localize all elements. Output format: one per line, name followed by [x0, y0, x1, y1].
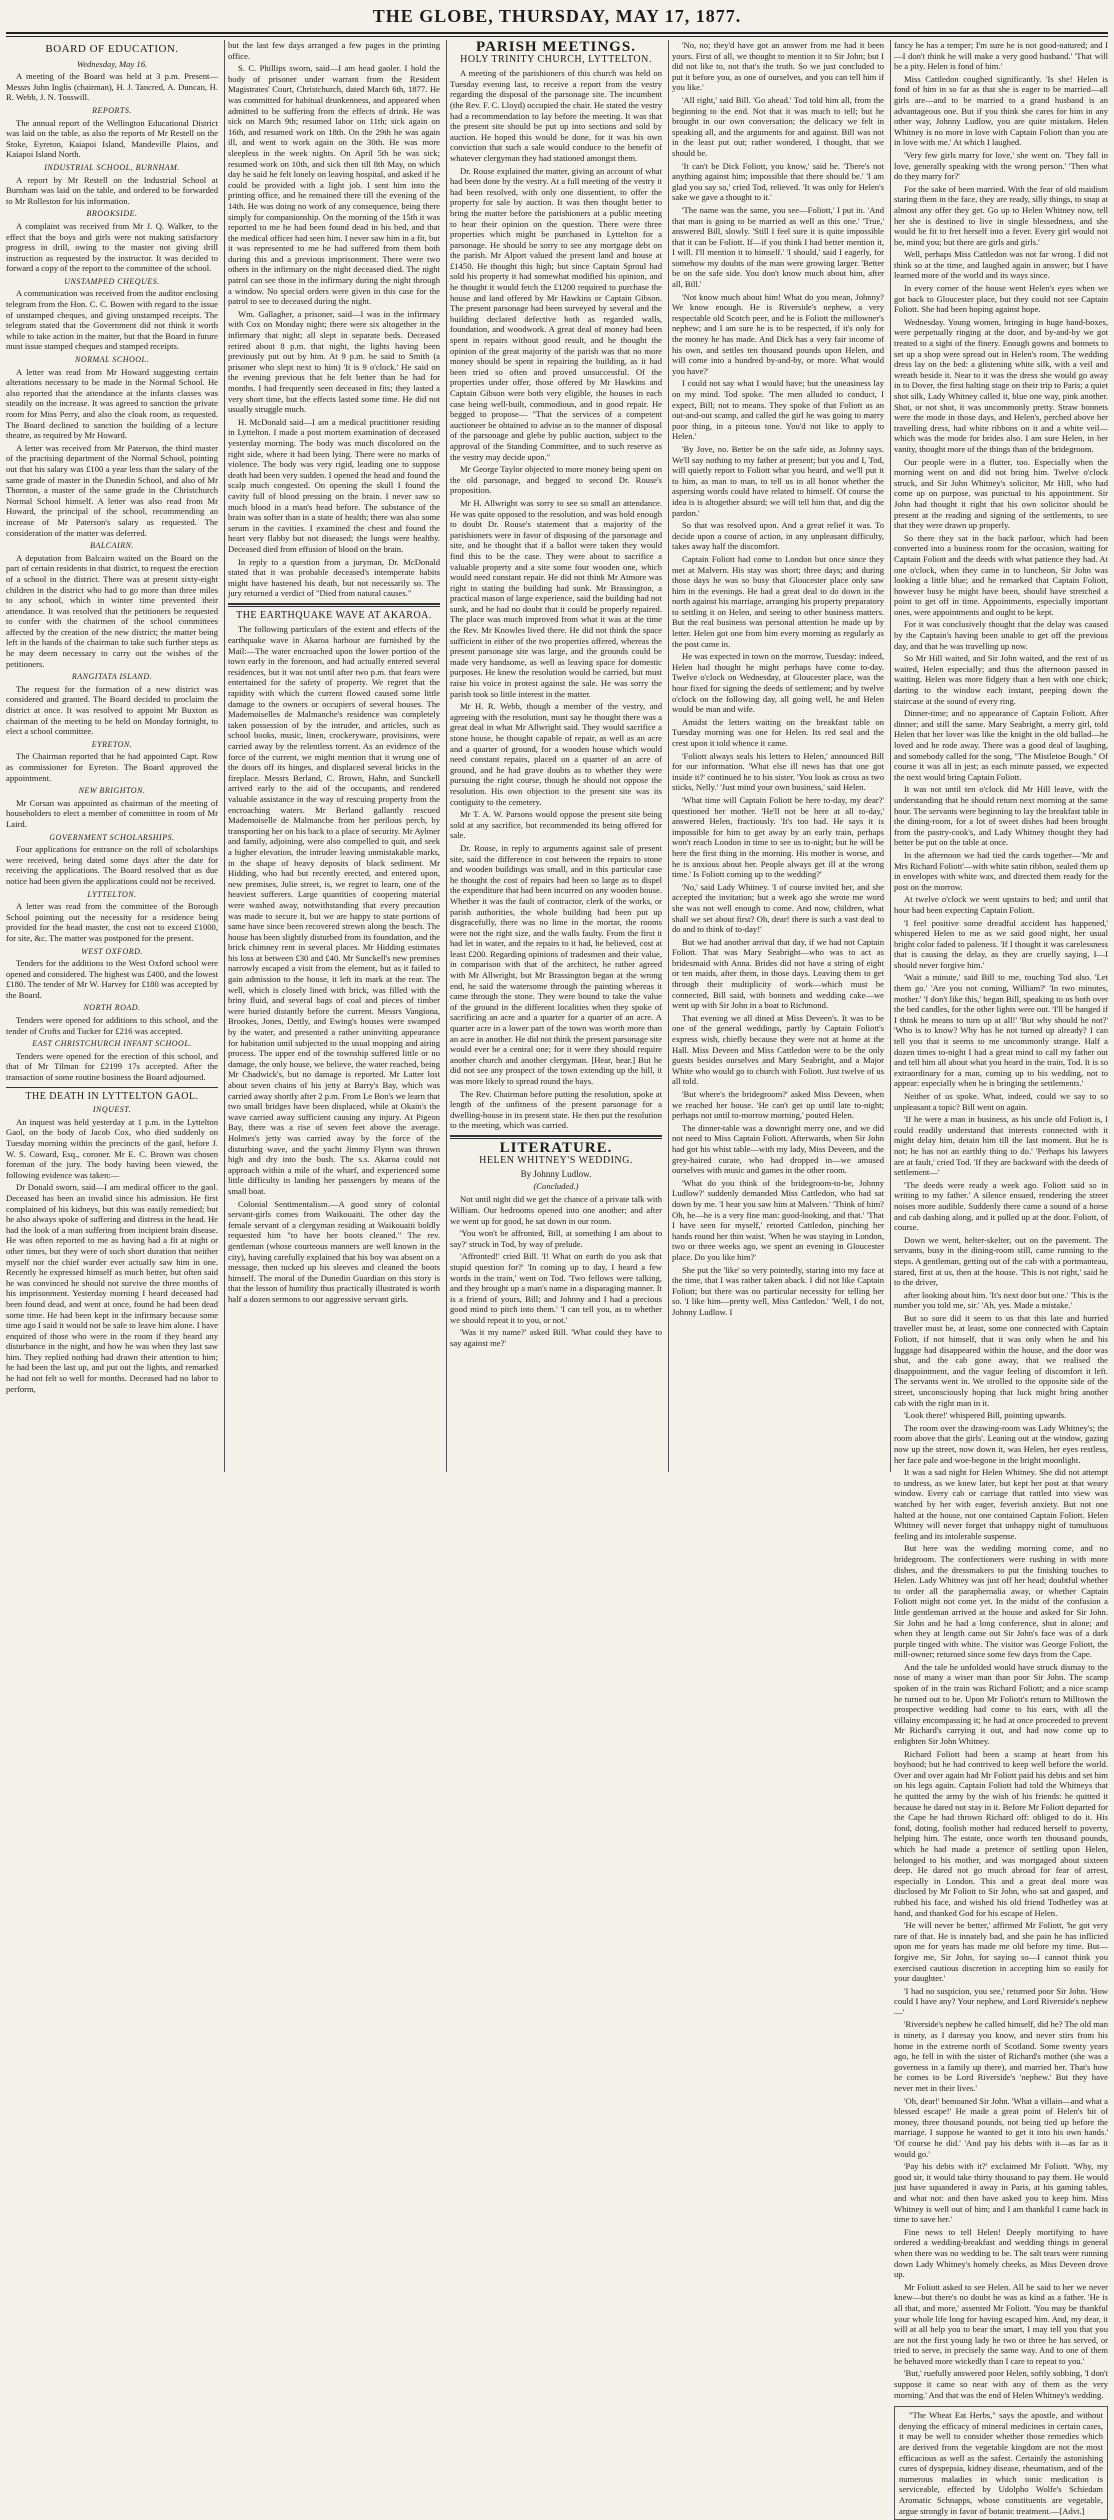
subheading: RANGITATA ISLAND.	[71, 672, 153, 682]
paragraph: Mr T. A. W. Parsons would oppose the present site being sold at any sacrifice, but recommended its being offered for sale.	[450, 809, 662, 841]
subheading: NORMAL SCHOOL.	[75, 355, 149, 365]
paragraph: 'By Jove, no. Better be on the safe side, as Johnny says. We'll say nothing to my father at present; but you and I, Tod, will quietly report to Foliott what you heard, and we'll put it to him, as man to man, to tell us in all honor whether the aspersing words could have related to himself. Of course the idea is is altogether absurd; we will tell him that, and dig the pardon.'	[672, 443, 884, 518]
paragraph: The Chairman reported that he had appointed Capt. Row as commissioner for Eyreton. The Board approved the appointment.	[6, 751, 218, 783]
paragraph: 'No,' said Lady Whitney. 'I of course invited her, and she accepted the invitation; but a week ago she wrote me word she was not well enough to come. And now, children, what shall we set about first? Oh, dear! there is such a vast deal to do and to think of to-day!'	[672, 881, 884, 935]
column-3	[450, 40, 662, 1472]
paragraph: The annual report of the Wellington Educational District was laid on the table, as also the reports of Mr Restell on the Stoke, Eyreton, Kaiapoi Island, Mandeville Plains, and Kaiapoi Island North.	[6, 117, 218, 160]
paragraph: The following particulars of the extent and effects of the earthquake wave in Akaroa harbour are furnished by the Mail:—The water encroached upon the lower portion of the town early in the forenoon, and had actually entered several residences, but it was not until after two p.m. that fears were entertained for the safety of property. We regret that the rapidity with which the current flowed caused some little damage to the owners or occupiers of several houses. The Mademoiselles de Malmanche's residence was completely taken possession of by the intruder, and articles, such as school books, music, linen, crockeryware, provisions, were carried away by the relentless torrent. As an evidence of the force of the current, we might mention that it wrung one of the doors off its hinges, and displaced several bricks in the fireplace. Messrs Berland, C. Brown, Hahn, and Sunckell arrived early to the aid of the occupants, and rendered valuable assistance in the way of rescuing property from the encroaching waters. Mr Berland gallantly rescued Mademoiselle de Malmanche from her perilous perch, by transporting her on his back to a place of security. Mr Aylmer and family, adjoining, were also compelled to quit, and seek a higher elevation, the intruder leaving unmistakable marks, in the shape of heavy deposits of black sediment. Mr Hidding, who had but recently erected, and entered upon, new premises, Julie street, is, we regret to learn, one of the heaviest sufferers. Large quantities of coopering material were washed away, notwithstanding that every precaution was made to secure it, but we are happy to state portions of same have since been recovered strewn along the beach. The house has been slightly disturbed from its foundation, and the brick chimney rent in several places. Mr Hidding estimates his loss at between £30 and £40. Mr Sunckell's new premises narrowly escaped a visit from the element, but as it failed to gain admission to the house, it left its mark at the rear. The well, which is closely lined with brick, was filled with the briny fluid, and several bags of coal and pieces of timber were buried distantly before the current. Messrs Vangiona, Brookes, Jones, Dettly, and Ewing's houses were swamped by the water, and presented a rather uninviting appearance for habitation until subjected to the usual mopping and airing process. The upper end of the township suffered little or no damage, the only house, we believe, the water reached, being Mr Chadwick's, but no damage is reported. Mr Latter lost about seven chains of his jetty at Barry's Bay, which was carried away shortly after 2 p.m. From Le Bon's we learn that two small bridges have been displaced, while at Okain's the wave carried away sufficient causing any injury. At Pigeon Bay, there was a rise of seven feet above the average. Holmes's jetty was carried away by the force of the disturbing wave, and the yacht Jimmy Flynn was thrown high and dry into the bush. The s.s. Akaroa could not approach within a mile of the wharf, and experienced some little difficulty in landing her passengers by means of the small boat.	[228, 624, 440, 1196]
paragraph: A letter was read from Mr Howard suggesting certain alterations necessary to be made in the Normal School. He also reported that the attendance at the infants classes was steadily on the increase. It was agreed to sanction the private room for Miss Perry, and also the cloak room, as requested. The Board declined to sanction the building of a lecture theatre, as required by Mr Howard.	[6, 366, 218, 441]
paragraph: 'It can't be Dick Foliott, you know,' said he. 'There's not anything against him; impossible that there should be.' 'I am glad you say so,' cried Tod, relieved. 'It was only for Helen's sake we gave a thought to it.'	[672, 160, 884, 203]
paragraph: The room over the drawing-room was Lady Whitney's; the room above that the girls'. Leaning out at the window, gazing now up the street, now down it, was Helen, her eyes restless, her face pale and woe-begone in the bright moonlight.	[894, 1422, 1108, 1465]
paragraph: 'I had no suspicion, you see,' returned poor Sir John. 'How could I have any? Your nephew, and Lord Riverside's nephew—'	[894, 1985, 1108, 2017]
paragraph: 'Affronted!' cried Bill. 'I! What on earth do you ask that stupid question for?' 'In coming up to day, I heard a few words in the train,' went on Tod. 'Two fellows were talking, and they brought up a man's name in a disparaging manner. It is a friend of yours, Bill; and Johnny and I had a precious good mind to pitch into them.' 'I can tell you, as to whether we should repeat it to you, or not.'	[450, 1251, 662, 1325]
paragraph: H. McDonald said—I am a medical practitioner residing in Lyttelton. I made a post mortem examination of deceased yesterday morning. The body was much discolored on the right side, where it had been lying. There were no marks of violence. The body was very rigid, leading one to suppose death had been very sudden. I opened the head and found the scalp much congested. On opening the skull I found the cavity full of blood pressing on the brain. I never saw so much blood in a man's head before. The substance of the brain was softer than in a state of health; there was also some serum in the cavities. I examined the chest and found the heart very flabby but not diseased; the lungs were healthy. Deceased died from effusion of blood on the brain.	[228, 416, 440, 554]
paragraph: Not until night did we get the chance of a private talk with William. Our bedrooms opened into one another; and after we went up for good, he sat down in our room.	[450, 1194, 662, 1226]
masthead: THE GLOBE, THURSDAY, MAY 17, 1877.	[372, 6, 742, 26]
paragraph: He was expected in town on the morrow, Tuesday: indeed, Helen had thought he might perhaps have come to-day. Twelve o'clock on Wednesday, at Gloucester place, was the hour fixed for signing the deeds of settlement; and by twelve o'clock on the following day, all going well, he and Helen would be man and wife.	[672, 651, 884, 715]
paragraph: 'Pay his debts with it?' exclaimed Mr Foliott. 'Why, my good sir, it would take thirty thousand to pay them. He would just have squandered it away in Paris, at his gaming tables, and what not: and then have asked you to keep him. Miss Whitney is well out of him; and I am thankful I came back in time to save her.'	[894, 2161, 1108, 2225]
paragraph: A meeting of the Board was held at 3 p.m. Present—Messrs John Inglis (chairman), H. J. Tancred, A. Duncan, H. R. Webb, J. N. Tosswill.	[6, 71, 218, 103]
board-of-education-title: BOARD OF EDUCATION.	[45, 43, 179, 55]
paragraph: 'All right,' said Bill. 'Go ahead.' Tod told him all, from the beginning to the end. Not that it was much to tell; but he brought in our own conversation; the delicacy we felt in speaking all, and the arguments for and against. Bill was not in the least put out; rather wondered, I thought, that we should be.	[672, 94, 884, 158]
subheading: INDUSTRIAL SCHOOL, BURNHAM.	[44, 162, 180, 172]
subheading: NEW BRIGHTON.	[78, 786, 146, 796]
paragraph: So there they sat in the back parlour, which had been converted into a business room for the occasion, waiting for Captain Foliott and the deeds with what patience they had. At one o'clock, when they came in to luncheon, Sir John was looking a little blue; and he remarked that Captain Foliott, however busy he might have been, should have stretched a point to get off in time. Appointments, especially important ones, were appointments and ought to be kept.	[894, 532, 1108, 617]
board-date: Wednesday, May 16.	[76, 58, 148, 69]
paragraph: Tenders were opened for additions to this school, and the tender of Crofts and Tucker for £216 was accepted.	[6, 1015, 218, 1036]
paragraph: So that was resolved upon. And a great relief it was. To decide upon a course of action, in any unpleasant difficulty, takes away half the discomfort.	[672, 520, 884, 552]
story-title: HELEN WHITNEY'S WEDDING.	[479, 1154, 633, 1166]
paragraph: Our people were in a flutter, too. Especially when the morning went on and did not bring him. Twelve o'clock struck, and Sir John Whitney's solicitor, Mr Hill, who had come up on purpose, was punctual to his appointment. Sir John had thought it right that his own solicitor should be present at the reading and signing of the settlements, to see that they were drawn up properly.	[894, 456, 1108, 531]
paragraph: 'No, no; they'd have got an answer from me had it been yours. First of all, we thought to mention it to Sir John; but I did not like to, not that's the truth. So we just concluded to put it before you, as one of ourselves, and you can tell him if you like.'	[672, 40, 884, 93]
column-divider	[224, 40, 225, 1472]
story-concluded: (Concluded.)	[533, 1180, 579, 1191]
holy-trinity-title: HOLY TRINITY CHURCH, LYTTELTON.	[460, 53, 652, 65]
subheading: GOVERNMENT SCHOLARSHIPS.	[49, 832, 175, 842]
paragraph: Amidst the letters waiting on the breakfast table on Tuesday morning was one for Helen. Its red seal and the crest upon it told whence it came.	[672, 716, 884, 748]
paragraph: The Rev. Chairman before putting the resolution, spoke at length of the unfitness of the present parsonage for a dwelling-house in its present state. He then put the resolution to the meeting, which was carried.	[450, 1088, 662, 1131]
paragraph: But here was the wedding morning come, and no bridegroom. The confectioners were rushing in with more dishes, and the dressmakers to put the finishing touches to Helen. Lady Whitney was just off her head; doubtful whether to order all the paraphernalia away, or whether Captain Foliott might not come yet. In the midst of the confusion a little gentleman arrived at the house and asked for Sir John. Sir John and he had a long conference, shut in alone; and when they at length came out Sir John's face was of a dark purple tinged with white. The visitor was George Foliott, the mill-owner; returned since some few days from the Cape.	[894, 1543, 1108, 1660]
paragraph: In every corner of the house went Helen's eyes when we got back to Gloucester place, but they could not see Captain Foliott. She had been hoping against hope.	[894, 283, 1108, 315]
paragraph: 'The name was the same, you see—Foliott,' I put in. 'And that man is going to be married as well as this one.' 'True,' answered Bill, slowly. 'Still I feel sure it is quite impossible that it can be Foliott. If—if you think I had better mention it, I will. I'll mention it to himself.' 'I should,' said I eagerly, for somehow my doubts of the man were growing larger. 'Better be on the safe side. You don't know much about him, after all, Bill.'	[672, 204, 884, 290]
literature-title: LITERATURE.	[499, 1139, 613, 1156]
paragraph: Fine news to tell Helen! Deeply mortifying to have ordered a wedding-breakfast and wedding things in general when there was no wedding to be. The salt tears were running down Lady Whitney's homely cheeks, as Miss Deveen drove up.	[894, 2226, 1108, 2280]
paragraph: Wednesday. Young women, bringing in huge band-boxes, were perpetually ringing at the door, and by-and-by we got treated to a sight of the finery. Enough gowns and bonnets to set up a shop were spread out in Helen's room. The wedding dress lay on the bed: a glistening white silk, with a veil and wreath beside it. Near to it was the dress she would go away in to Dover, the first halting stage on their trip to Paris; a quiet shot silk, Lady Whitney called it, blue one way, pink another. Shot, or not shot, it was uncommonly pretty. Straw bonnets were the mode in those days, and Helen's, perched above her travelling dress, had white ribbons on it and a white veil—which was the mode for brides also. I am sure Helen, in her vanity, thought more of the things than of the bridegroom.	[894, 316, 1108, 454]
subheading: REPORTS.	[92, 105, 132, 115]
subheading: BALCAIRN.	[90, 541, 134, 551]
paragraph: 'I feel positive some dreadful accident has happened,' whispered Helen to me as we said good night, her usual bright color faded to paleness. 'If I thought it was carelessness that is causing the delay, as they are cruelly saying, I—I should never forgive him.'	[894, 917, 1108, 970]
paragraph: 'But,' ruefully answered poor Helen, softly sobbing, 'I don't suppose it came so near with any of them as the very morning.' And that was the end of Helen Whitney's wedding.	[894, 2368, 1108, 2400]
paragraph: Dr. Rouse, in reply to arguments against sale of present site, said the difference in cost between the repairs to stone and wooden buildings was small, and in this particular case he thought the cost of repairs had been so large as to dispel the expenditure that had been incurred on any wooden house. Whether it was the fault of contractor, clerk of the works, or parish authorities, the whole building had been put up disgracefully, there was no lime in the mortar, the rooms were not the right size, and the walls faulty. From the first it had let in water, and the repairs to it had, he believed, cost at least £200. Regarding opinions of tradesmen and their value, in comparison with that of the architect, he rather agreed with Mr Allwright, but Mr Brassington began at the wrong end, he said the watersome through the painting whereas it came through the stone. They were bound to take the value of the ground in the different localities when they spoke of sacrificing an acre and a quarter for a quarter of an acre. A quarter acre in a lower part of the town was worth more than an acre in another. He did not think the present parsonage site would ever be a central one; for it were they should require another church and another clergyman. [Hear, hear.] But he did not see any prospect of the town extending up the hill, it was more likely to spread round the bays.	[450, 842, 662, 1086]
paragraph: 'Not know much about him! What do you mean, Johnny? We know enough. He is Riverside's nephew, a very respectable old Scotch peer, and he is Foliott the millowner's nephew; and I am sure he is to be respected, if it's only for the money he has made. And Dick has a very fair income of his own, and settles ten thousand pounds upon Helen, and will come into a hundred by-and-by, or more. What would you have?'	[672, 291, 884, 376]
earthquake-title: THE EARTHQUAKE WAVE AT AKAROA.	[236, 609, 432, 621]
paragraph: Mr Foliott asked to see Helen. All he said to her we never knew—but there's no doubt he was as kind as a father. 'He is all that, and more,' assented Mr Foliott. 'You may be thankful your whole life long for having escaped him. And, my dear, it will at all help you to bear the smart, I may tell you that you are not the first young lady he two or three he has served, or tried to serve, in precisely the same way. And to one of them he behaved more wickedly than I care to repeat to you.'	[894, 2281, 1108, 2366]
paragraph: Dr Donald sworn, said—I am medical officer to the gaol. Deceased has been an invalid since his admission. He first complained of his kidneys, but this was easily remedied; but he also always spoke of suffering and distress in the head. He had the look of a man suffering from incipient brain disease. He was often reported to me as having had a fit at night or other times, but they were of such short duration that neither myself nor the chief warder ever actually saw him in one. Recently he expressed himself as much better, but often said he was convinced he should not survive the three months of his imprisonment. Yesterday morning I heard deceased had been found dead, and went at once, found he had been dead some time. He had been kept in the infirmary because some time ago I said it would not be safe to leave him alone. I have enquired of those who were in the room if they heard any disturbance in the night, and how he was when they last saw him. They replied nothing had drawn their attention to him; he had been the last up, and put out the lights, and remarked he had not felt so well for months. Deceased had no labor to perform,	[6, 1182, 218, 1394]
paragraph: At twelve o'clock we went upstairs to bed; and until that hour had been expecting Captain Foliott.	[894, 894, 1108, 915]
column-divider	[668, 40, 669, 1472]
advertisement-text: "The Wheat Eat Herbs," says the apostle, and without denying the efficacy of mineral medicines in certain cases, it may be well to consider whether those remedies which are derived from the vegetable kingdom are not the most efficacious as well as the safest. Certainly the astonishing cures of dyspepsia, kidney disease, rheumatism, and of the numerous maladies in which tonic medication is serviceable, effected by Udolpho Wolfe's Schiedam Aromatic Schnapps, whose constituents are vegetable, argue strongly in favor of botanic treatment.—[Advt.]	[899, 2410, 1103, 2516]
paragraph: But we had another arrival that day, if we had not Captain Foliott. That was Mary Seabright—who was to act as bridesmaid with Anna. Brides did not have a string of eight or ten maids, after them, in those days. Leaving them to get through their multiplicity of work—which must be connected, Bill said, with bonnets and wedding cake—we went up with Sir John in a boat to Richmond.	[672, 936, 884, 1011]
paragraph: Colonial Sentimentalism.—A good story of colonial servant-girls comes from Waikouaiti. The other day the female servant of a clergyman residing at Waikouaiti boldly requested him "to have her boots cleaned." The rev. gentleman (whose courteous manners are well known in the city), having carefully explained that his boy was absent on a message, then tucked up his sleeves and cleaned the boots himself. The moral of the Dunedin Guardian on this story is that the lesson of humility thus practically illustrated is worth half a dozen sermons to our aggressive servant girls.	[228, 1198, 440, 1304]
paragraph: 'Oh, dear!' bemoaned Sir John. 'What a villain—and what a blessed escape!' He made a great point of Helen's bit of money, three thousand pounds, not being tied up before the marriage. I suppose he wanted to get it into his own hands.' 'Of course he did.' 'And pay his debts with it—as far as it would go.'	[894, 2095, 1108, 2159]
paragraph: A letter was received from Mr Paterson, the third master of the practising department of the Normal School, pointing out that his salary was £100 a year less than the salary of the same grade of master in the Dunedin School, and also of Mr Thornton, a master of the same grade in the Christchurch Normal School himself. A letter was also read from Mr Howard, the principal of the school, recommending an increase of Mr Paterson's salary as requested. The consideration of the matter was deferred.	[6, 442, 218, 538]
paragraph: fancy he has a temper; I'm sure he is not good-natured; and I—I don't think he will make a very good husband.' 'That will be a pity. Helen is fond of him.'	[894, 40, 1108, 72]
paragraph: Miss Cattledon coughed significantly. 'Is she! Helen is fond of him in so far as that she is eager to be married—all girls are—and to be married to a grand husband is an advantageous one. But if you think she cares for him in any other way, Johnny Ludlow, you are quite mistaken. Helen Whitney is no more in love with Captain Foliott than you are in love with me.' At which I laughed.	[894, 73, 1108, 148]
column-divider	[446, 40, 447, 1472]
paragraph: Mr Corsan was appointed as chairman of the meeting of householders to elect a member of committee in room of Mr Laird.	[6, 797, 218, 829]
paragraph: That evening we all dined at Miss Deveen's. It was to be one of the general weddings, partly by Captain Foliott's express wish, chiefly because they were not at home at the Hall. Miss Deveen and Miss Cattledon were to be the only guests besides ourselves and Mary Seabright, and a Major White who would go to church with Foliott. Just twelve of us all told.	[672, 1012, 884, 1087]
column-divider	[890, 40, 891, 1472]
paragraph: 'What do you think of the bridegroom-to-be, Johnny Ludlow?' suddenly demanded Miss Cattledon, who had sat down by me. 'I hear you saw him at Malvern.' 'Think of him? Oh, he—he is a very fine man: good-looking, and that.' 'That I have seen for myself,' retorted Cattledon, pinching her hands round her thin waist. 'When he was staying in London, two or three weeks ago, we spent an evening in Gloucester place. Do you like him?'	[672, 1177, 884, 1262]
paragraph: Well, perhaps Miss Cattledon was not far wrong. I did not think so at the time, and laughed again in answer; but I have learned more of the world and its ways since.	[894, 249, 1108, 281]
paragraph: An inquest was held yesterday at 1 p.m. in the Lyttelton Gaol, on the body of Jacob Cox, who died suddenly on Tuesday morning within the precincts of the gaol, before J. W. S. Coward, Esq., coroner. Mr E. C. Brown was chosen foreman of the jury. The body having been viewed, the following evidence was taken:—	[6, 1116, 218, 1180]
paragraph: A communication was received from the auditor enclosing telegram from the Hon. C. C. Bowen with regard to the issue of unstamped cheques, and giving unstamped receipts. The telegram stated that the Government did not think it worth while to take action in the matter, but that the Board in future must issue stamped cheques and stamped receipts.	[6, 288, 218, 352]
paragraph: 'The deeds were ready a week ago. Foliott said so in writing to my father.' A silence ensued, rendering the street noises more audible. Suddenly there came a sound of a horse and cab dashing along, and it pulled up at the door. Foliott, of course.	[894, 1179, 1108, 1233]
paragraph: 'Very few girls marry for love,' she went on. 'They fall in love, generally speaking with the wrong person.' 'Then what do they marry for?'	[894, 149, 1108, 182]
paragraph: A deputation from Balcairn waited on the Board on the part of certain residents in that district, to request the erection of a school in the district. There was at present sixty-eight children in the district who had to go more than three miles to any school, which in winter time prevented their attendance. It was resolved that the petitioners be requested to confer with the chairmen of the school committees affected by the creation of the new district; the matter being left in the hands of the chairman to take such further steps as he may deem necessary to carry out the wishes of the petitioners.	[6, 552, 218, 669]
paragraph: 'Foliott always seals his letters to Helen,' announced Bill for our information. 'What else ill news has that one got inside it?' continued he to his sister. 'You look as cross as two sticks, Nelly.' 'Just mind your own business,' said Helen.	[672, 750, 884, 793]
paragraph: So Mr Hill waited, and Sir John waited, and the rest of us waited, Helen especially; and thus the afternoon passed in waiting. Helen was more fidgety than a hen with one chick; darting to the window each instant, peeping down the staircase at the sound of every ring.	[894, 653, 1108, 706]
paragraph: 'Was it my name?' asked Bill. 'What could they have to say against me?'	[450, 1327, 662, 1349]
paragraph: 'Wait a minute,' said Bill to me, touching Tod also. 'Let them go.' 'Are you not coming, William?' 'In two minutes, mother.' 'I don't like this,' began Bill, speaking to us both over the bed candles, for the other lights were out. 'I'll be hanged if I think he means to turn up at all!' 'But why should he not?' 'Who is to know? Why has he not turned up already? I can tell you that it seems to me uncommonly strange. Half a dozen times to-night I had a great mind to call my father out and tell him all about what you heard in the train, Tod. It is so extraordinary for a man, coming up to his wedding, not to appear: especially when he is bringing the settlements.'	[894, 972, 1108, 1089]
paragraph: Dr. Rouse explained the matter, giving an account of what had been done by the vestry. At a full meeting of the vestry it had been resolved, with only one dissentient, to offer the property for sale by auction. It was then thought better to bring the matter before the parishioners at a public meeting to hear their opinion on the question. There were three properties which might be purchased in Lyttelton for a parsonage. He should be sorry to see any mortgage debt on the parish. Mr Alport valued the present land and house at £1450. He thought this high; but since Captain Sproul had sold his property it had somewhat modified his opinion, and he thought it would fetch the £1200 required to purchase the house and land offered by Mr Hawkins or Captain Gibson. The present parsonage had been surveyed by several and the building declared defective both as regarded walls, foundation, and woodwork. A great deal of money had been spent in repairs without good result, and he thought the opinion of the great majority of the parish was that no more money should be spent in repairing the building, as it had been tried so often and proved unsuccessful. Of the properties under offer, those offered by Mr Hawkins and Captain Gibson were both very eligible, the houses in each case being well-built, commodious, and in good repair. He begged to propose— "That the services of a competent auctioneer be obtained to advise as to the manner of disposal of the parsonage and glebe by public auction, subject to the approval of the Standing Committee, and to such reserve as the vestry may decide upon."	[450, 165, 662, 462]
paragraph: In reply to a question from a juryman, Dr. McDonald stated that it was probable deceased's intemperate habits might have hastened his death, but not necessarily so. The jury returned a verdict of "Died from natural causes."	[228, 556, 440, 599]
subheading: INQUEST.	[92, 1105, 132, 1115]
paragraph: In the afternoon we had tied the cards together—'Mr and Mrs Richard Foliott'—with white satin ribbon, sealed them up in envelopes with white wax, and directed them ready for the post on the morrow.	[894, 849, 1108, 892]
paragraph: It was not until ten o'clock did Mr Hill leave, with the understanding that he should return next morning at the same hour. The servants were beginning to lay the breakfast table in the dining-room, for a lot of sweet dishes had been brought from the pastry-cook's, and Lady Whitney thought they had better be put on the table at once.	[894, 784, 1108, 848]
paragraph: Neither of us spoke. What, indeed, could we say to so unpleasant a topic? Bill went on again.	[894, 1091, 1108, 1112]
subheading: LYTTELTON.	[87, 889, 137, 899]
paragraph: She put the 'like' so very pointedly, staring into my face at the time, that I was rather taken aback. I did not like Captain Foliott; but there was no particular necessity for telling her so. 'I like him—pretty well, Miss Cattledon.' 'Well, I do not, Johnny Ludlow. I	[672, 1264, 884, 1317]
paragraph: Dinner-time; and no appearance of Captain Foliott. After dinner; and still the same. Mary Seabright, a merry girl, told Helen that her lover was like the knight in the old ballad—he loved and he rode away. There was a good deal of laughing, and somebody called for the song, "The Mistletoe Bough." Of course it was all in jest; as each minute passed, we expected the next would bring Captain Foliott.	[894, 708, 1108, 782]
paragraph: Tenders were opened for the erection of this school, and that of Mr Tilman for £2199 17s accepted. After the transaction of some routine business the Board adjourned.	[6, 1050, 218, 1083]
paragraph: 'Look there!' whispered Bill, pointing upwards.	[904, 1410, 1067, 1421]
paragraph: For the sake of been married. With the fear of old maidism staring them in the face, they are ready, silly things, to snap at almost any offer they get. Go up to Helen Whitney now, tell her she is destined to live in single blessedness, and she would be fit to fret herself into a fever. Every girl would not be, mind you; but there are girls and girls.'	[894, 183, 1108, 247]
paragraph: 'But where's the bridegroom?' asked Miss Deveen, when we reached her house. 'He can't get up until late to-night; perhaps not until to-morrow morning,' pouted Helen.	[672, 1089, 884, 1121]
paragraph: Four applications for entrance on the roll of scholarships were received, being dated some days after the date for receiving the applications. The Board resolved that as due notice had been given the applications could not be received.	[6, 844, 218, 886]
paragraph: after looking about him. 'It's next door but one.' 'This is the number you told me, sir.' 'Ah, yes. Made a mistake.'	[894, 1289, 1108, 1311]
paragraph: But so sure did it seem to us that this late and hurried traveller must be, at least, some one connected with Captain Foliott, if not himself, that it was only when he and his luggage had disappeared within the house, and the door was shut, and the cab gone away, that we realised the disappointment, and the vague feeling of discomfort it left. The servants went in. We strolled to the opposite side of the street, unconsciously hoping that luck might bring another cab with the right man in it.	[894, 1312, 1108, 1408]
subheading: EAST CHRISTCHURCH INFANT SCHOOL.	[32, 1039, 192, 1049]
paragraph: Mr George Taylor objected to more money being spent on the old parsonage, and begged to second Dr. Rouse's proposition.	[450, 464, 662, 496]
paragraph: Mr H. Allwright was sorry to see so small an attendance. He was quite opposed to the resolution, and was bold enough to doubt Dr. Rouse's statement that a majority of the parishioners were in favor of disposing of the parsonage and site, and he thought that if a ballot were taken they would find this to be the case. They were about to sacrifice a valuable property and a site some four wooden one, which would need constant repair. He did not think Mr Atmore was right in stating the building had sunk. Mr Brassington, a practical mason of large experience, said the building had not sunk, and he had no doubt that it could be properly repaired. The place was much improved from what it was at the time the Rev. Mr Knowles lived there. He did not think the space sufficient in either of the two properties offered, whereas the present parsonage site was large, and the grounds could be made very handsome, as well as leaving space for domestic purposes. He knew the resolution would be carried, but must raise his voice in protest against the sale. He was sorry the parish took so little interest in the matter.	[450, 497, 662, 699]
paragraph: S. C. Phillips sworn, said—I am head gaoler. I hold the body of prisoner under warrant from the Resident Magistrates' Court, Christchurch, dated March 6th, 1877. He was committed for habitual drunkenness, and appeared when admitted to be suffering from the effects of drink. He was sick on March 9th; resumed labor on 11th; sick again on 16th, and resumed work on 18th. On the 29th he was again ill, and went to work again on the 30th. He was more sleepless in the week nights. On April 5th he was sick; resumed work on 10th, and sick then till 8th May, on which day he said he felt lonely on leaving hospital, and asked if he could be provided with a light job. I sent him into the printing office, and he remained there till the evening of the 14th. He was doing no work of any consequence, being there simply for companionship. On the morning of the 15th it was reported to me he had been found dead in his bed, and that the medical officer had seen him. I never saw him in a fit, but it was represented to me he had suffered from them both during this and a previous imprisonment. There were two others in the infirmary on the night deceased died. The night patrol can see those in the infirmary during the night through a window. No special orders were given in this case for the patrol to see to deceased during the night.	[228, 63, 440, 307]
section-rule	[6, 1087, 218, 1088]
subheading: UNSTAMPED CHEQUES.	[64, 276, 160, 286]
column-2	[228, 40, 440, 1472]
paragraph: Mr H. R. Webb, though a member of the vestry, and agreeing with the resolution, must say he thought there was a great deal in what Mr Allwright said. They would sacrifice a stone house, he thought capable of repair, as well as an acre and a quarter of ground, for a wooden house which would need constant repairs, placed on a quarter of an acre of ground, and he had grave doubts as to whether they were pursuing the right course, though he should not oppose the resolution. His own objection to the present site was its contiguity to the cemetery.	[450, 701, 662, 807]
parish-meetings-title: PARISH MEETINGS.	[476, 39, 636, 55]
paragraph: A report by Mr Restell on the Industrial School at Burnham was laid on the table, and ordered to be forwarded to Mr Rolleston for his information.	[6, 174, 218, 206]
gaol-death-title: THE DEATH IN LYTTELTON GAOL.	[25, 1090, 199, 1102]
paragraph: It was a sad night for Helen Whitney. She did not attempt to undress, as we knew later, but kept her post at that weary window. Every cab or carriage that rattled into view was watched by her with eager, feverish anxiety. But not one halted at the house, not one contained Captain Foliott. Helen Whitney will never forget that unhappy night of tumultuous feeling and its intolerable suspense.	[894, 1467, 1108, 1541]
paragraph: A complaint was received from Mr J. Q. Walker, to the effect that the boys and girls were not making satisfactory progress in drill, owing to the master not giving drill instruction as requested by the instructor. It was decided to forward a copy of the report to the committee of the school.	[6, 220, 218, 274]
section-rule	[450, 1135, 662, 1139]
paragraph: but the last few days arranged a few pages in the printing office.	[228, 40, 440, 61]
section-rule	[228, 603, 440, 607]
paragraph: 'Riverside's nephew he called himself, did he? The old man is ninety, as I daresay you know, and never stirs from his home in the extreme north of Scotland. Some twenty years ago, he fell in with the sister of Richard's mother (she was a governess in a family up there), and married her. That's how he comes to be Lord Riverside's 'nephew.' But they have never met in their lives.'	[894, 2019, 1108, 2094]
subheading: NORTH ROAD.	[83, 1003, 141, 1013]
paragraph: Down we went, helter-skelter, out on the pavement. The servants, busy in the dining-room still, came running to the steps. A gentleman, getting out of the cab with a portmanteau, stared, first at us, then at the house. 'This is not right,' said he to the driver,	[894, 1234, 1108, 1288]
column-1	[6, 40, 218, 1472]
subheading: EYRETON.	[91, 739, 133, 749]
advertisement	[894, 2406, 1108, 2520]
paragraph: Wm. Gallagher, a prisoner, said—I was in the infirmary with Cox on Monday night; there were six altogether in the infirmary that night; all slept in separate beds. Deceased retired about 8 p.m. that night, the lights having been previously put out by him. At 9 p.m. he said to Smith (a prisoner who slept next to him) 'It is 9 o'clock.' He said on the evening previous that he felt better than he had for months. I had frequently seen deceased in fits; they lasted a very short time, but the effects lasted some time. He did not usually struggle much.	[228, 308, 440, 415]
paragraph: 'If he were a man in business, as his uncle old Foliott is, I could readily understand that interests connected with it might delay him, detain him till the last moment. But he is not; he has not an earthly thing to do.' 'Perhaps his lawyers are at fault,' cried Tod. 'If they are backward with the deeds of settlement—'	[894, 1114, 1108, 1178]
paragraph: The request for the formation of a new district was considered and granted. The Board decided to proclaim the district at once. It was resolved to appoint Mr Buxton as chairman of the meeting to be held on Monday fortnight, to elect a school committee.	[6, 683, 218, 737]
paragraph: 'You won't be affronted, Bill, at something I am about to say?' struck in Tod, by way of prelude.	[450, 1228, 662, 1249]
paragraph: Tenders for the additions to the West Oxford school were opened and considered. The highest was £400, and the lowest £180. The tender of Mr W. Harvey for £180 was accepted by the Board.	[6, 958, 219, 1000]
paragraph: The dinner-table was a downright merry one, and we did not need to Miss Captain Foliott. Afterwards, when Sir John had got his whist table—with my lady, Miss Deveen, and the grey-haired curate, who had dropped in—we amused ourselves with music and games in the other room.	[672, 1122, 884, 1176]
paragraph: For it was conclusively thought that the delay was caused by the Captain's having been unable to get off the previous day, and that he was travelling up now.	[894, 619, 1108, 651]
column-5	[894, 40, 1108, 2516]
paragraph: And the tale he unfolded would have struck dismay to the nose of many a wiser man than poor Sir John. The scamp spoken of in the train was Richard Foliott; and a nice scamp he turned out to be. Upon Mr Foliott's return to Milltown the prospective wedding had come to his ears, with all the villainy encompassing it; he had at once proceeded to prevent Mr Richard's carrying it out, and had now come up to enlighten Sir John Whitney.	[894, 1661, 1108, 1747]
subheading: BROOKSIDE.	[86, 209, 138, 219]
paragraph: I could not say what I would have; but the uneasiness lay on my mind. Tod spoke. 'The men alluded to conduct, I expect, Bill; not to means. They spoke of that Foliott as an out-and-out scamp, and called the girl he was going to marry poor thing, in a piteous tone. You'd not like to apply to Helen.'	[672, 378, 884, 442]
paragraph: 'What time will Captain Foliott be here to-day, my dear?' questioned her mother. 'He'll not be here at all to-day,' answered Helen, fractiously. 'It's too bad. He says it is impossible for him to get away by an early train, perhaps won't reach London in time to see us to-night; but he will be here the first thing in the morning. His mother is worse, and he is anxious about her. People always get ill at the wrong time.' Is Foliott coming up to the wedding?'	[672, 794, 884, 880]
story-byline: By Johnny Ludlow.	[520, 1169, 592, 1180]
column-4	[672, 40, 884, 1472]
paragraph: A letter was read from the committee of the Borough School pointing out the necessity for a residence being provided for the head master, the cost not to exceed £1000, for site, &c. The matter was postponed for the present.	[6, 901, 218, 943]
paragraph: Richard Foliott had been a scamp at heart from his boyhood; but he had contrived to keep well before the world. Over and over again had Mr Foliott paid his debts and set him on his legs again. Captain Foliott had told the Whitneys that he quitted the army by the wish of his friends: he quitted it because he dared not stay in it. Before Mr Foliott departed for the Cape he had thrown Richard off: obliged to do it. His fond, doting, foolish mother had reduced herself to poverty, helping him. The estate, once worth ten thousand pounds, which he had made a pretence of settling upon Helen, belonged to his mother, and was mortgaged about sixteen deep. He dared not go much abroad for fear of arrest, especially in London. This and a great deal more was disclosed by Mr Foliott to Sir John, who sat and gasped, and rubbed his face, and wished his old friend Todhetley was at hand, and thanked God for his escape of Helen.	[894, 1748, 1108, 1918]
paragraph: 'He will never be better,' affirmed Mr Foliott, 'he got very rare of that. He is innately bad, and she pain he has inflicted upon me for years has made me old before my time. But—forgive me, Sir John, for saying so—I cannot think you exercised cautious discretion in accepting him so easily for your daughter.'	[894, 1920, 1108, 1984]
paragraph: A meeting of the parishioners of this church was held on Tuesday evening last, to receive a report from the vestry regarding the disposal of the parsonage site. The incumbent (the Rev. F. C. Lloyd) occupied the chair. He stated the vestry had a recommendation to lay before the meeting. It was that the present site should be put up into sections and sold by auction. He hoped this would be done, for it was his own conviction that such a sale would conduce to the benefit of whatever clergyman they had stationed amongst them.	[450, 68, 662, 163]
masthead-rule	[6, 32, 1108, 37]
subheading: WEST OXFORD.	[81, 946, 143, 956]
paragraph: Captain Foliott had come to London but once since they met at Malvern. His stay was short; three days; and during those days he was so busy that Gloucester place only saw him in the evenings. He had a great deal to do down in the north against his marriage, arranging his property preparatory to settling it on Helen, and seeing to other business matters. But the real business was personal attention he made up by letter. Helen got one from him every morning as regularly as the post came in.	[672, 553, 884, 649]
